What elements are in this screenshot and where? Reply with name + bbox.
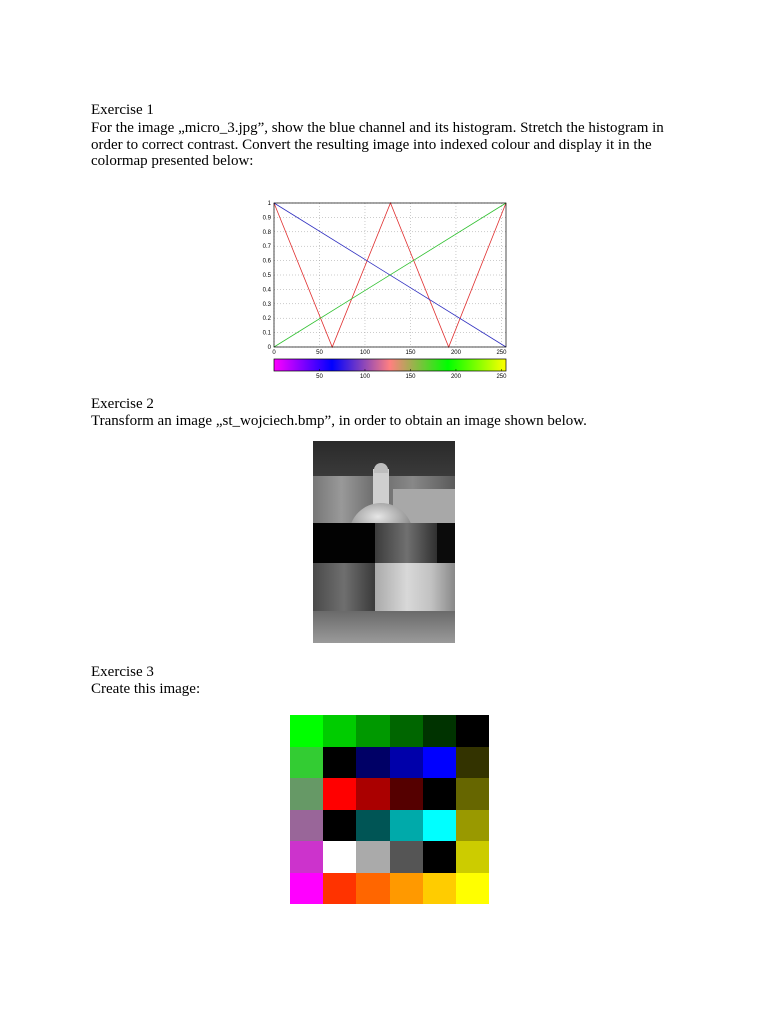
y-tick-label: 1 xyxy=(267,201,271,207)
y-tick-label: 0.5 xyxy=(262,273,271,279)
x-tick-label: 100 xyxy=(359,350,370,356)
grid-cell-r2-c5 xyxy=(456,778,489,810)
exercise3-heading: Exercise 3 xyxy=(91,664,154,680)
grid-cell-r5-c5 xyxy=(456,873,489,905)
colorbar-tick-label: 100 xyxy=(359,374,370,380)
grid-cell-r0-c0 xyxy=(290,715,323,747)
grid-cell-r3-c2 xyxy=(356,810,389,842)
photo-dark-edge xyxy=(437,523,455,563)
grid-cell-r2-c4 xyxy=(423,778,456,810)
colorbar-tick-label: 50 xyxy=(316,374,323,380)
grid-cell-r2-c2 xyxy=(356,778,389,810)
colormap-chart xyxy=(255,195,515,385)
grid-cell-r0-c1 xyxy=(323,715,356,747)
grid-cell-r4-c4 xyxy=(423,841,456,873)
exercise1-text: For the image „micro_3.jpg”, show the blue channel and its histogram. Stretch the histogram in order to correct contrast. Convert the resulting image into indexed colour and display it in the colormap presented below: xyxy=(91,120,664,169)
x-tick-label: 50 xyxy=(316,350,323,356)
grid-cell-r1-c4 xyxy=(423,747,456,779)
photo-lower-right xyxy=(375,563,455,611)
grid-cell-r0-c5 xyxy=(456,715,489,747)
grid-cell-r5-c3 xyxy=(390,873,423,905)
plot-area xyxy=(263,201,507,380)
colorbar xyxy=(274,359,506,371)
grid-cell-r1-c0 xyxy=(290,747,323,779)
y-tick-label: 0.8 xyxy=(262,229,271,236)
grid-cell-r5-c2 xyxy=(356,873,389,905)
exercise2-text: Transform an image „st_wojciech.bmp”, in order to obtain an image shown below. xyxy=(91,413,587,429)
photo-dark-block xyxy=(313,523,375,563)
x-tick-label: 200 xyxy=(450,350,461,356)
grid-cell-r4-c0 xyxy=(290,841,323,873)
y-tick-label: 0.6 xyxy=(262,258,271,265)
color-grid xyxy=(290,715,489,904)
colorbar-tick-label: 150 xyxy=(405,374,416,380)
photo-ground xyxy=(313,611,455,643)
grid-cell-r0-c2 xyxy=(356,715,389,747)
y-tick-label: 0 xyxy=(267,345,271,351)
grid-cell-r4-c2 xyxy=(356,841,389,873)
y-tick-label: 0.3 xyxy=(262,301,271,308)
colorbar-tick-label: 200 xyxy=(450,374,461,380)
exercise2-heading: Exercise 2 xyxy=(91,396,154,412)
y-tick-label: 0.1 xyxy=(262,330,271,337)
grid-cell-r0-c3 xyxy=(390,715,423,747)
exercise1-heading: Exercise 1 xyxy=(91,102,154,118)
y-tick-label: 0.9 xyxy=(262,215,271,222)
grid-cell-r1-c3 xyxy=(390,747,423,779)
grid-cell-r4-c3 xyxy=(390,841,423,873)
grid-cell-r3-c5 xyxy=(456,810,489,842)
grid-cell-r5-c1 xyxy=(323,873,356,905)
colorbar-tick-label: 250 xyxy=(496,374,507,380)
grid-cell-r5-c4 xyxy=(423,873,456,905)
y-tick-label: 0.2 xyxy=(262,316,271,323)
grid-cell-r5-c0 xyxy=(290,873,323,905)
grid-cell-r2-c0 xyxy=(290,778,323,810)
photo-tower-cap xyxy=(374,463,388,473)
grid-cell-r1-c2 xyxy=(356,747,389,779)
grid-cell-r2-c3 xyxy=(390,778,423,810)
y-tick-label: 0.4 xyxy=(262,287,271,294)
grid-cell-r3-c1 xyxy=(323,810,356,842)
grid-cell-r3-c4 xyxy=(423,810,456,842)
grid-cell-r2-c1 xyxy=(323,778,356,810)
x-tick-label: 150 xyxy=(405,350,416,356)
grid-cell-r4-c5 xyxy=(456,841,489,873)
grid-cell-r3-c3 xyxy=(390,810,423,842)
grid-cell-r3-c0 xyxy=(290,810,323,842)
grid-cell-r1-c1 xyxy=(323,747,356,779)
grid-cell-r0-c4 xyxy=(423,715,456,747)
church-photo xyxy=(313,441,455,643)
x-tick-label: 250 xyxy=(496,350,507,356)
photo-lower-left xyxy=(313,563,375,611)
grid-cell-r1-c5 xyxy=(456,747,489,779)
grid-cell-r4-c1 xyxy=(323,841,356,873)
y-tick-label: 0.7 xyxy=(262,244,271,251)
exercise3-text: Create this image: xyxy=(91,681,201,697)
x-tick-label: 0 xyxy=(272,350,276,356)
